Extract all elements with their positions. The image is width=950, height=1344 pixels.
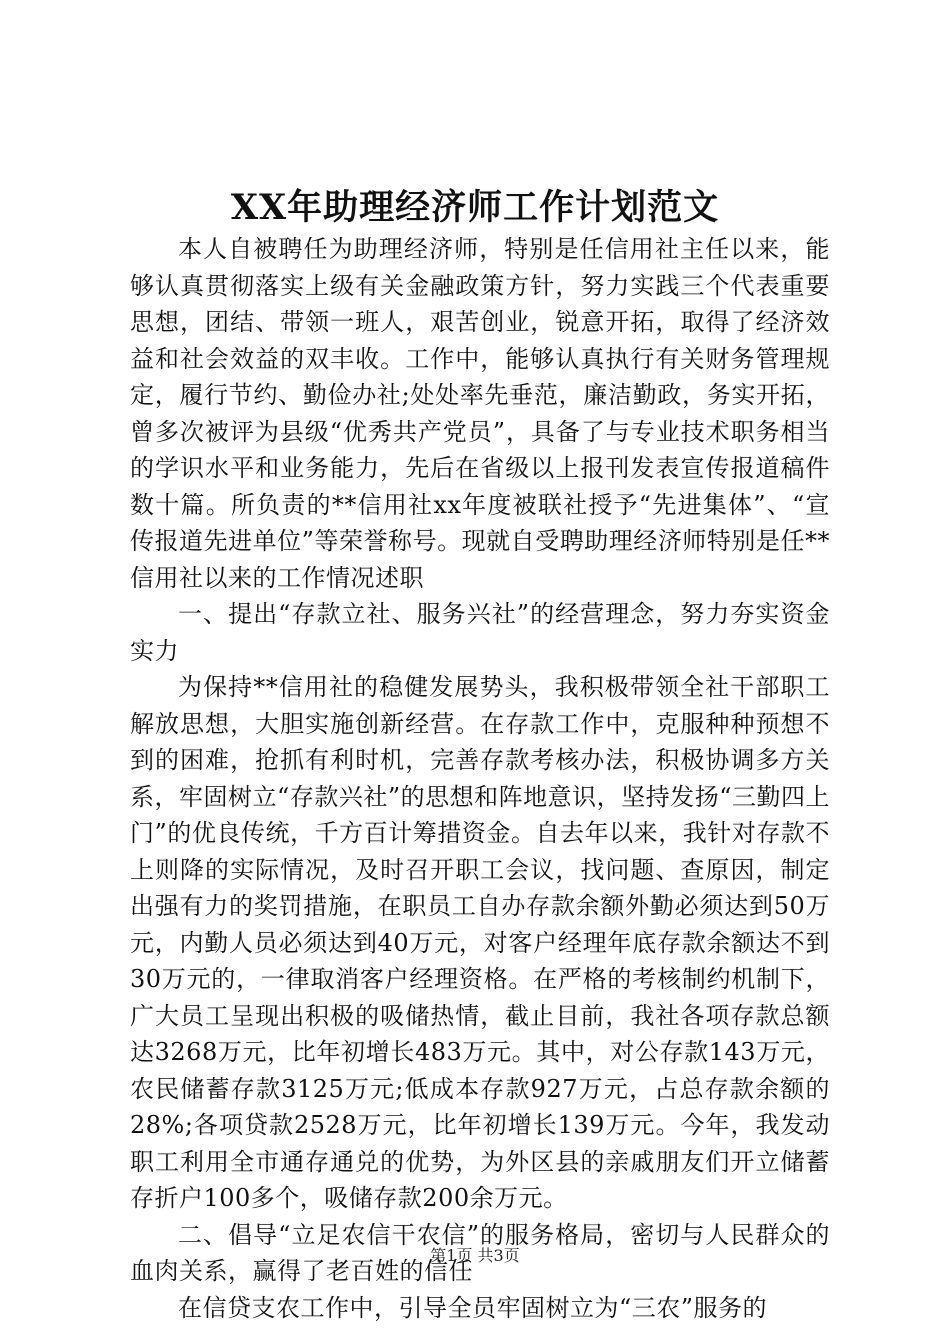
paragraph-intro: 本人自被聘任为助理经济师，特别是任信用社主任以来，能够认真贯彻落实上级有关金融政策方针，努力实践三个代表重要思想，团结、带领一班人，艰苦创业，锐意开拓，取得了经济效益和社会效益的双丰收。工作中，能够认真执行有关财务管理规定，履行节约、勤俭办社;处处率先垂范，廉洁勤政，务实开拓，曾多次被评为县级“优秀共产党员”，具备了与专业技术职务相当的学识水平和业务能力，先后在省级以上报刊发表宣传报道稿件数十篇。所负责的**信用社xx年度被联社授予“先进集体”、“宣传报道先进单位”等荣誉称号。现就自受聘助理经济师特别是任**信用社以来的工作情况述职 [130, 235, 830, 592]
document-body [130, 231, 830, 1326]
section-heading-2: 二、倡导“立足农信干农信”的服务格局，密切与人民群众的血肉关系，赢得了老百姓的信任 [130, 1220, 830, 1285]
document-title: XX年助理经济师工作计划范文 [230, 187, 720, 228]
paragraph-deposits: 为保持**信用社的稳健发展势头，我积极带领全社干部职工解放思想，大胆实施创新经营。在存款工作中，克服种种预想不到的困难，抢抓有利时机，完善存款考核办法，积极协调多方关系，牢固树立“存款兴社”的思想和阵地意识，坚持发扬“三勤四上门”的优良传统，千方百计筹措资金。自去年以来，我针对存款不上则降的实际情况，及时召开职工会议，找问题、查原因，制定出强有力的奖罚措施，在职员工自办存款余额外勤必须达到50万元，内勤人员必须达到40万元，对客户经理年底存款余额达不到30万元的，一律取消客户经理资格。在严格的考核制约机制下，广大员工呈现出积极的吸储热情，截止目前，我社各项存款总额达3268万元，比年初增长483万元。其中，对公存款143万元，农民储蓄存款3125万元;低成本存款927万元，占总存款余额的28%;各项贷款2528万元，比年初增长139万元。今年，我发动职工利用全市通存通兑的优势，为外区县的亲戚朋友们开立储蓄存折户100多个，吸储存款200余万元。 [130, 673, 830, 1212]
page-number-footer: 第1页 共3页 [430, 1246, 520, 1265]
paragraph-credit: 在信贷支农工作中，引导全员牢固树立为“三农”服务的 [178, 1293, 768, 1322]
section-heading-1: 一、提出“存款立社、服务兴社”的经营理念，努力夯实资金实力 [130, 600, 830, 665]
